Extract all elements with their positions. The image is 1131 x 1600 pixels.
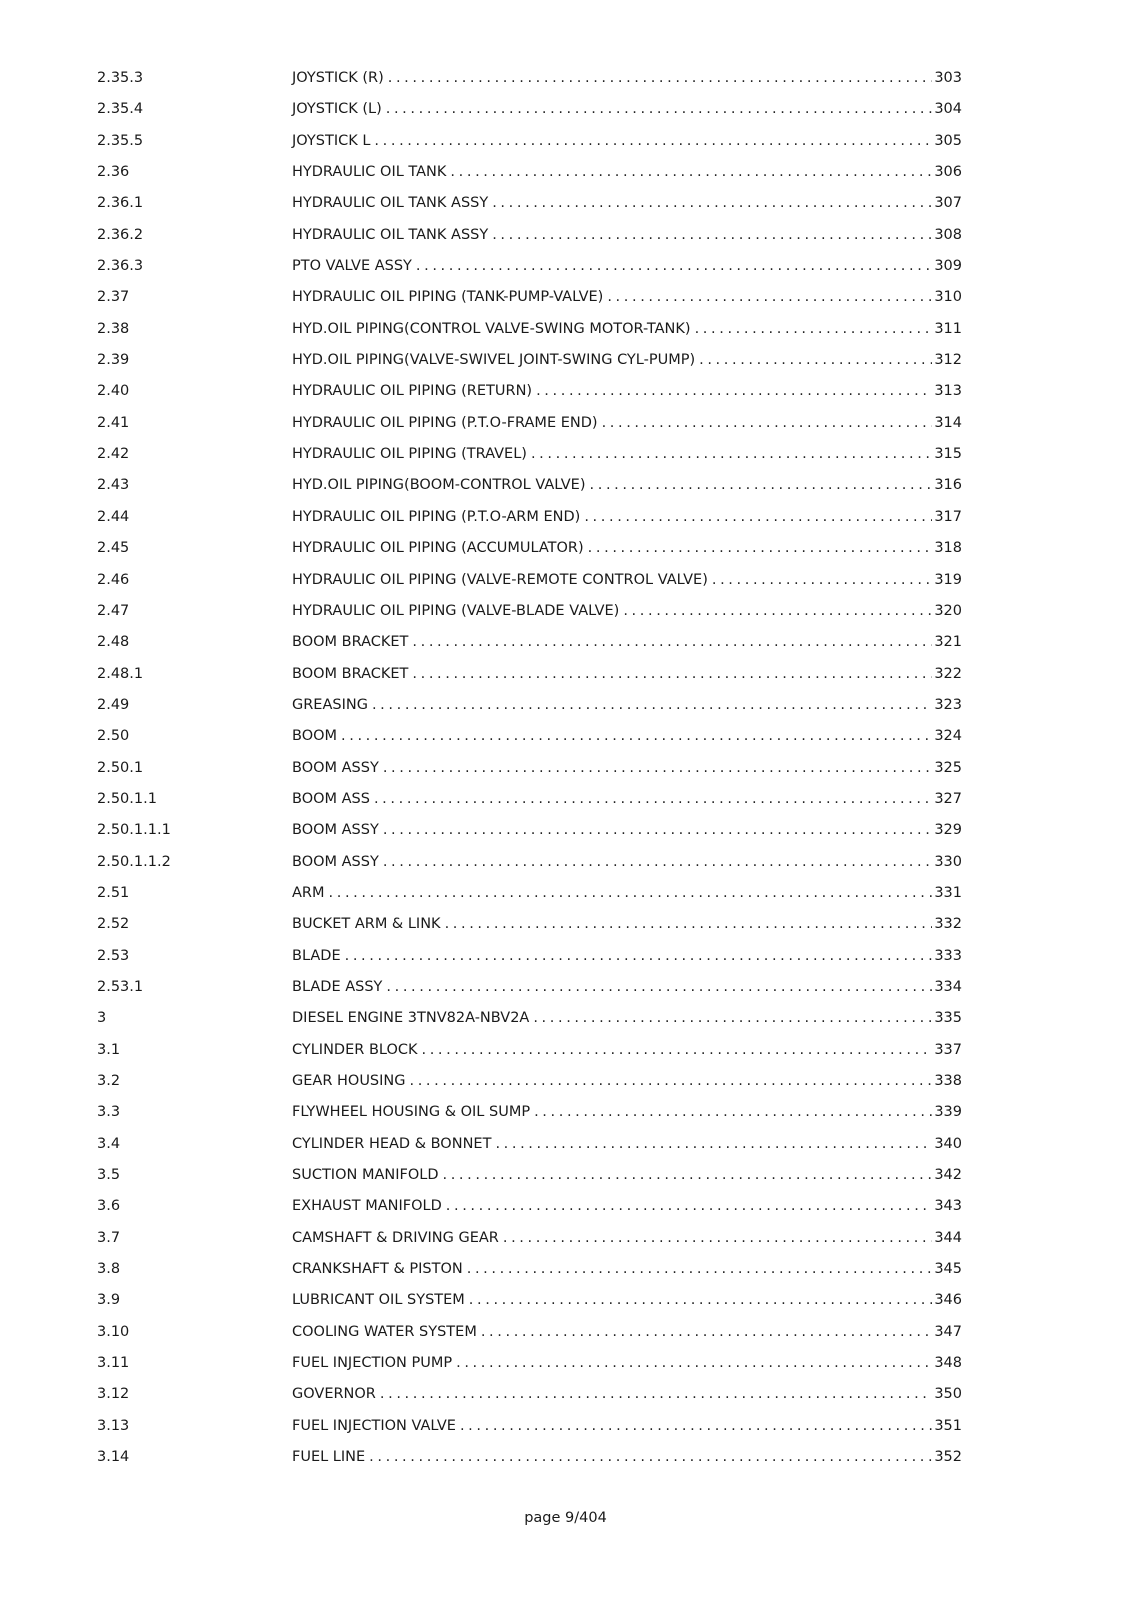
toc-entry-page: 351 <box>934 1417 962 1434</box>
toc-entry-number: 2.36 <box>97 164 130 181</box>
toc-entry[interactable] <box>0 473 1131 504</box>
dot-leader <box>460 1414 932 1438</box>
toc-entry-title: HYDRAULIC OIL PIPING (TANK-PUMP-VALVE) <box>292 289 604 306</box>
toc-entry-link[interactable] <box>292 160 962 184</box>
dot-leader <box>712 568 932 592</box>
toc-entry[interactable] <box>0 1194 1131 1225</box>
toc-entry-number: 3.14 <box>97 1449 130 1466</box>
toc-entry[interactable] <box>0 1382 1131 1413</box>
dot-leader <box>372 693 932 717</box>
toc-entry-number: 3.10 <box>97 1323 130 1340</box>
toc-entry-title: HYDRAULIC OIL PIPING (VALVE-BLADE VALVE) <box>292 602 620 619</box>
toc-entry-number: 2.53.1 <box>97 978 144 995</box>
toc-entry-title: HYDRAULIC OIL PIPING (RETURN) <box>292 383 533 400</box>
toc-entry-link[interactable] <box>292 975 962 999</box>
toc-entry-page: 330 <box>934 853 962 870</box>
toc-entry[interactable] <box>0 1038 1131 1069</box>
toc-entry-title: JOYSTICK L <box>292 132 371 149</box>
toc-entry[interactable] <box>0 599 1131 630</box>
dot-leader <box>481 1320 932 1344</box>
toc-entry-number: 2.50.1.1.2 <box>97 853 171 870</box>
toc-entry-link[interactable] <box>292 66 962 90</box>
toc-entry[interactable] <box>0 1351 1131 1382</box>
toc-entry[interactable] <box>0 160 1131 191</box>
dot-leader <box>534 1100 932 1124</box>
toc-entry-page: 307 <box>934 195 962 212</box>
toc-entry[interactable] <box>0 975 1131 1006</box>
toc-entry-number: 3.7 <box>97 1229 121 1246</box>
toc-entry[interactable] <box>0 254 1131 285</box>
toc-entry-number: 3.6 <box>97 1198 121 1215</box>
toc-entry-page: 348 <box>934 1355 962 1372</box>
toc-entry-title: BOOM <box>292 728 338 745</box>
toc-entry[interactable] <box>0 944 1131 975</box>
toc-entry-page: 324 <box>934 728 962 745</box>
toc-entry-page: 318 <box>934 540 962 557</box>
toc-entry-link[interactable] <box>292 129 962 153</box>
dot-leader <box>412 662 932 686</box>
toc-entry[interactable] <box>0 97 1131 128</box>
toc-entry-page: 337 <box>934 1041 962 1058</box>
toc-entry[interactable] <box>0 662 1131 693</box>
toc-entry-number: 2.41 <box>97 414 130 431</box>
toc-entry-number: 2.50.1.1.1 <box>97 822 171 839</box>
toc-entry-title: HYDRAULIC OIL PIPING (P.T.O-ARM END) <box>292 508 581 525</box>
toc-entry-page: 350 <box>934 1386 962 1403</box>
toc-entry[interactable] <box>0 850 1131 881</box>
toc-entry-page: 325 <box>934 759 962 776</box>
toc-entry-number: 3.12 <box>97 1386 130 1403</box>
toc-entry-page: 303 <box>934 70 962 86</box>
toc-entry-number: 3.5 <box>97 1167 121 1184</box>
toc-entry[interactable] <box>0 912 1131 943</box>
toc-entry[interactable] <box>0 756 1131 787</box>
toc-entry-title: BOOM BRACKET <box>292 665 409 682</box>
dot-leader <box>492 223 932 247</box>
toc-entry-title: CAMSHAFT & DRIVING GEAR <box>292 1229 499 1246</box>
toc-entry-number: 2.50.1 <box>97 759 144 776</box>
toc-entry-page: 334 <box>934 978 962 995</box>
dot-leader <box>695 317 933 341</box>
dot-leader <box>469 1288 933 1312</box>
toc-entry-number: 2.42 <box>97 446 130 463</box>
toc-entry-link[interactable] <box>292 536 962 560</box>
dot-leader <box>492 191 932 215</box>
toc-entry-page: 340 <box>934 1135 962 1152</box>
toc-entry[interactable] <box>0 1257 1131 1288</box>
toc-entry-title: FLYWHEEL HOUSING & OIL SUMP <box>292 1104 531 1121</box>
toc-entry-link[interactable] <box>292 881 962 905</box>
toc-entry-page: 345 <box>934 1261 962 1278</box>
toc-entry-number: 3.11 <box>97 1355 130 1372</box>
toc-entry[interactable] <box>0 1226 1131 1257</box>
toc-entry-page: 308 <box>934 226 962 243</box>
toc-entry-page: 312 <box>934 352 962 369</box>
dot-leader <box>380 1382 932 1406</box>
toc-entry-link[interactable] <box>292 379 962 403</box>
toc-entry-title: BOOM ASS <box>292 790 370 807</box>
toc-entry-number: 2.35.4 <box>97 101 144 118</box>
toc-entry-page: 335 <box>934 1010 962 1027</box>
toc-entry-page: 346 <box>934 1292 962 1309</box>
toc-entry-page: 311 <box>934 320 962 337</box>
toc-entry-number: 2.39 <box>97 352 130 369</box>
toc-entry-title: HYD.OIL PIPING(BOOM-CONTROL VALVE) <box>292 477 586 494</box>
toc-entry-link[interactable] <box>292 693 962 717</box>
toc-entry-link[interactable] <box>292 1163 962 1187</box>
toc-entry-link[interactable] <box>292 1351 962 1375</box>
dot-leader <box>345 944 933 968</box>
toc-entry-page: 319 <box>934 571 962 588</box>
toc-entry-number: 2.49 <box>97 696 130 713</box>
toc-entry-number: 2.47 <box>97 602 130 619</box>
toc-entry-number: 2.43 <box>97 477 130 494</box>
toc-entry-page: 333 <box>934 947 962 964</box>
toc-entry-number: 3.1 <box>97 1041 121 1058</box>
toc-entry-link[interactable] <box>292 97 962 121</box>
dot-leader <box>341 724 932 748</box>
dot-leader <box>699 348 932 372</box>
toc-entry-title: HYDRAULIC OIL TANK ASSY <box>292 226 489 243</box>
toc-entry-title: FUEL INJECTION PUMP <box>292 1355 453 1372</box>
toc-entry[interactable] <box>0 1414 1131 1445</box>
toc-entry-title: BOOM BRACKET <box>292 634 409 651</box>
toc-entry-link[interactable] <box>292 285 962 309</box>
toc-entry[interactable] <box>0 568 1131 599</box>
toc-entry[interactable] <box>0 881 1131 912</box>
toc-entry-number: 2.37 <box>97 289 130 306</box>
toc-entry[interactable] <box>0 411 1131 442</box>
toc-entry[interactable] <box>0 1163 1131 1194</box>
toc-entry-link[interactable] <box>292 348 962 372</box>
toc-entry-title: BOOM ASSY <box>292 822 379 839</box>
toc-entry-link[interactable] <box>292 1445 962 1469</box>
toc-entry[interactable] <box>0 223 1131 254</box>
toc-entry-link[interactable] <box>292 599 962 623</box>
toc-entry-link[interactable] <box>292 191 962 215</box>
toc-entry-page: 314 <box>934 414 962 431</box>
toc-entry-link[interactable] <box>292 1132 962 1156</box>
toc-entry-title: BLADE <box>292 947 341 964</box>
dot-leader <box>533 1006 932 1030</box>
toc-entry-number: 2.36.3 <box>97 258 144 275</box>
dot-leader <box>590 473 933 497</box>
dot-leader <box>383 850 932 874</box>
page-number-label: page 9/404 <box>524 1510 607 1526</box>
dot-leader <box>374 787 932 811</box>
toc-entry-link[interactable] <box>292 568 962 592</box>
toc-entry-number: 2.38 <box>97 320 130 337</box>
toc-entry-page: 329 <box>934 822 962 839</box>
toc-entry-link[interactable] <box>292 1320 962 1344</box>
toc-entry-number: 3.2 <box>97 1073 121 1089</box>
toc-entry[interactable] <box>0 66 1131 97</box>
toc-entry-link[interactable] <box>292 317 962 341</box>
toc-entry-link[interactable] <box>292 1414 962 1438</box>
page-footer <box>0 1510 1131 1526</box>
toc-entry-page: 344 <box>934 1229 962 1246</box>
toc-entry-link[interactable] <box>292 1288 962 1312</box>
toc-entry-link[interactable] <box>292 630 962 654</box>
toc-entry-number: 2.52 <box>97 916 130 933</box>
dot-leader <box>602 411 933 435</box>
toc-entry-title: BLADE ASSY <box>292 978 383 995</box>
toc-entry[interactable] <box>0 505 1131 536</box>
toc-entry-title: COOLING WATER SYSTEM <box>292 1323 477 1340</box>
toc-entry-title: JOYSTICK (R) <box>292 70 384 86</box>
table-of-contents <box>0 66 1131 1476</box>
toc-entry-page: 322 <box>934 665 962 682</box>
toc-entry-link[interactable] <box>292 944 962 968</box>
toc-entry-title: HYDRAULIC OIL TANK <box>292 164 447 181</box>
dot-leader <box>446 1194 933 1218</box>
toc-entry[interactable] <box>0 317 1131 348</box>
toc-entry-page: 304 <box>934 101 962 118</box>
toc-entry-page: 320 <box>934 602 962 619</box>
toc-entry-number: 2.44 <box>97 508 130 525</box>
toc-entry-title: GEAR HOUSING <box>292 1073 406 1089</box>
toc-entry-page: 321 <box>934 634 962 651</box>
toc-entry-link[interactable] <box>292 505 962 529</box>
toc-entry-title: LUBRICANT OIL SYSTEM <box>292 1292 465 1309</box>
toc-entry-number: 2.50.1.1 <box>97 790 157 807</box>
toc-entry-link[interactable] <box>292 254 962 278</box>
dot-leader <box>388 66 933 90</box>
toc-entry-number: 2.36.1 <box>97 195 144 212</box>
toc-entry-link[interactable] <box>292 473 962 497</box>
toc-entry[interactable] <box>0 787 1131 818</box>
toc-entry-number: 3.9 <box>97 1292 121 1309</box>
toc-entry-link[interactable] <box>292 756 962 780</box>
toc-entry-page: 343 <box>934 1198 962 1215</box>
toc-entry[interactable] <box>0 818 1131 849</box>
toc-entry-title: ARM <box>292 884 325 901</box>
toc-entry-title: BOOM ASSY <box>292 853 379 870</box>
toc-entry-link[interactable] <box>292 912 962 936</box>
toc-entry-page: 316 <box>934 477 962 494</box>
dot-leader <box>623 599 932 623</box>
toc-entry[interactable] <box>0 536 1131 567</box>
toc-entry-link[interactable] <box>292 1069 962 1093</box>
toc-entry-number: 2.36.2 <box>97 226 144 243</box>
toc-entry-title: CYLINDER HEAD & BONNET <box>292 1135 492 1152</box>
dot-leader <box>443 1163 933 1187</box>
dot-leader <box>383 818 932 842</box>
toc-entry-number: 2.53 <box>97 947 130 964</box>
toc-entry[interactable] <box>0 379 1131 410</box>
dot-leader <box>416 254 932 278</box>
toc-entry-title: PTO VALVE ASSY <box>292 258 412 275</box>
toc-entry-page: 342 <box>934 1167 962 1184</box>
toc-entry-link[interactable] <box>292 411 962 435</box>
toc-entry-number: 3.8 <box>97 1261 121 1278</box>
dot-leader <box>369 1445 932 1469</box>
toc-entry-link[interactable] <box>292 1006 962 1030</box>
dot-leader <box>531 442 932 466</box>
toc-entry-title: GREASING <box>292 696 368 713</box>
toc-entry-title: FUEL INJECTION VALVE <box>292 1417 456 1434</box>
toc-entry-link[interactable] <box>292 662 962 686</box>
toc-entry[interactable] <box>0 693 1131 724</box>
toc-entry[interactable] <box>0 1288 1131 1319</box>
toc-entry-page: 347 <box>934 1323 962 1340</box>
toc-entry-page: 315 <box>934 446 962 463</box>
toc-entry[interactable] <box>0 285 1131 316</box>
toc-entry[interactable] <box>0 191 1131 222</box>
toc-entry-page: 309 <box>934 258 962 275</box>
toc-entry-page: 310 <box>934 289 962 306</box>
toc-entry-number: 2.35.5 <box>97 132 144 149</box>
toc-entry-title: HYD.OIL PIPING(CONTROL VALVE-SWING MOTOR-TANK) <box>292 320 691 337</box>
toc-entry[interactable] <box>0 1006 1131 1037</box>
toc-entry-number: 2.51 <box>97 884 130 901</box>
toc-entry-page: 323 <box>934 696 962 713</box>
toc-entry[interactable] <box>0 1132 1131 1163</box>
dot-leader <box>374 129 932 153</box>
toc-entry[interactable] <box>0 1100 1131 1131</box>
dot-leader <box>495 1132 932 1156</box>
toc-entry-number: 2.48.1 <box>97 665 144 682</box>
toc-entry-page: 305 <box>934 132 962 149</box>
dot-leader <box>450 160 932 184</box>
dot-leader <box>422 1038 933 1062</box>
toc-entry-title: GOVERNOR <box>292 1386 376 1403</box>
dot-leader <box>410 1069 933 1093</box>
toc-entry-page: 327 <box>934 790 962 807</box>
toc-entry[interactable] <box>0 724 1131 755</box>
dot-leader <box>503 1226 932 1250</box>
toc-entry-number: 2.45 <box>97 540 130 557</box>
toc-entry-title: HYD.OIL PIPING(VALVE-SWIVEL JOINT-SWING CYL-PUMP) <box>292 352 696 369</box>
toc-entry-link[interactable] <box>292 223 962 247</box>
dot-leader <box>386 975 932 999</box>
toc-entry-link[interactable] <box>292 442 962 466</box>
toc-entry-link[interactable] <box>292 1194 962 1218</box>
toc-entry-link[interactable] <box>292 1038 962 1062</box>
toc-entry[interactable] <box>0 1069 1131 1100</box>
toc-entry-title: HYDRAULIC OIL PIPING (VALVE-REMOTE CONTROL VALVE) <box>292 571 708 588</box>
dot-leader <box>584 505 932 529</box>
dot-leader <box>386 97 933 121</box>
toc-entry-title: EXHAUST MANIFOLD <box>292 1198 442 1215</box>
toc-entry-number: 3.13 <box>97 1417 130 1434</box>
dot-leader <box>383 756 932 780</box>
dot-leader <box>607 285 932 309</box>
toc-entry-page: 338 <box>934 1073 962 1089</box>
toc-entry[interactable] <box>0 630 1131 661</box>
toc-entry-page: 317 <box>934 508 962 525</box>
toc-entry-title: DIESEL ENGINE 3TNV82A-NBV2A <box>292 1010 530 1027</box>
toc-entry-title: BUCKET ARM & LINK <box>292 916 441 933</box>
toc-entry[interactable] <box>0 1320 1131 1351</box>
toc-entry-number: 2.48 <box>97 634 130 651</box>
toc-entry-title: JOYSTICK (L) <box>292 101 382 118</box>
toc-entry-title: CRANKSHAFT & PISTON <box>292 1261 463 1278</box>
toc-entry-link[interactable] <box>292 724 962 748</box>
dot-leader <box>588 536 933 560</box>
toc-entry-title: CYLINDER BLOCK <box>292 1041 418 1058</box>
toc-entry[interactable] <box>0 129 1131 160</box>
toc-entry-page: 352 <box>934 1449 962 1466</box>
toc-entry[interactable] <box>0 348 1131 379</box>
toc-entry-link[interactable] <box>292 1100 962 1124</box>
toc-entry-number: 3.4 <box>97 1135 121 1152</box>
toc-entry-page: 339 <box>934 1104 962 1121</box>
toc-entry-link[interactable] <box>292 1257 962 1281</box>
toc-entry[interactable] <box>0 442 1131 473</box>
toc-entry-number: 2.50 <box>97 728 130 745</box>
toc-entry-title: HYDRAULIC OIL PIPING (P.T.O-FRAME END) <box>292 414 598 431</box>
toc-entry[interactable] <box>0 1445 1131 1476</box>
dot-leader <box>412 630 932 654</box>
dot-leader <box>445 912 933 936</box>
dot-leader <box>456 1351 932 1375</box>
toc-entry-title: HYDRAULIC OIL PIPING (ACCUMULATOR) <box>292 540 584 557</box>
toc-entry-title: FUEL LINE <box>292 1449 366 1466</box>
dot-leader <box>329 881 933 905</box>
dot-leader <box>536 379 932 403</box>
toc-entry-page: 332 <box>934 916 962 933</box>
toc-entry-link[interactable] <box>292 1382 962 1406</box>
toc-entry-link[interactable] <box>292 787 962 811</box>
toc-entry-number: 2.35.3 <box>97 70 144 86</box>
dot-leader <box>467 1257 933 1281</box>
toc-entry-title: SUCTION MANIFOLD <box>292 1167 439 1184</box>
toc-entry-title: HYDRAULIC OIL TANK ASSY <box>292 195 489 212</box>
toc-entry-link[interactable] <box>292 1226 962 1250</box>
toc-entry-title: BOOM ASSY <box>292 759 379 776</box>
toc-entry-title: HYDRAULIC OIL PIPING (TRAVEL) <box>292 446 527 463</box>
toc-entry-number: 2.46 <box>97 571 130 588</box>
toc-entry-number: 3 <box>97 1010 107 1027</box>
toc-entry-page: 331 <box>934 884 962 901</box>
toc-entry-page: 313 <box>934 383 962 400</box>
toc-entry-number: 3.3 <box>97 1104 121 1121</box>
toc-entry-link[interactable] <box>292 818 962 842</box>
toc-entry-page: 306 <box>934 164 962 181</box>
toc-entry-link[interactable] <box>292 850 962 874</box>
toc-entry-number: 2.40 <box>97 383 130 400</box>
